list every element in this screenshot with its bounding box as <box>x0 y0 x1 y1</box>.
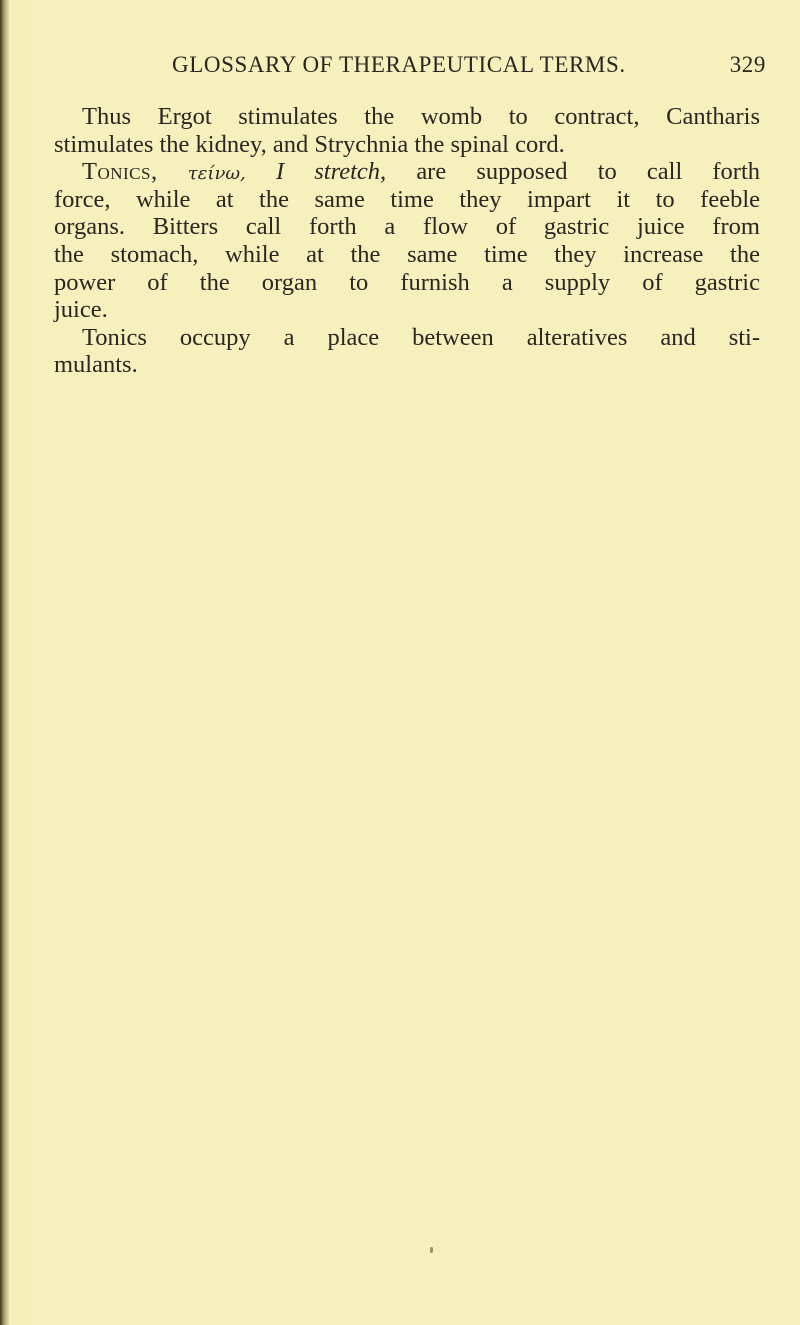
body-text <box>54 103 760 379</box>
page-number: 329 <box>729 52 766 77</box>
text-line: juice. <box>54 296 108 324</box>
text-line: organs. Bitters call forth a flow of gastric juice from <box>54 213 760 241</box>
term-tonics: Tonics, <box>82 158 158 186</box>
header-title: GLOSSARY OF THERAPEUTICAL TERMS. <box>172 52 626 77</box>
running-header <box>172 52 766 82</box>
text-line: mulants. <box>54 351 138 379</box>
text-line-tonics <box>54 158 760 186</box>
paper-speck <box>430 1247 433 1253</box>
etymology-gloss: I stretch, <box>275 158 387 186</box>
text-line: the stomach, while at the same time they increase the <box>54 240 760 268</box>
text-line: force, while at the same time they impart it to feeble <box>54 185 760 213</box>
text-line: stimulates the kidney, and Strychnia the spinal cord. <box>54 130 565 158</box>
greek-etymology: τείνω, <box>187 163 246 185</box>
text-fragment: are supposed to call forth <box>416 158 761 186</box>
text-line: power of the organ to furnish a supply of gastric <box>54 268 760 296</box>
page-binding-edge <box>0 0 9 1325</box>
text-line: Tonics occupy a place between alteratives and sti- <box>82 323 760 351</box>
text-line: Thus Ergot stimulates the womb to contract, Cantharis <box>82 103 760 130</box>
